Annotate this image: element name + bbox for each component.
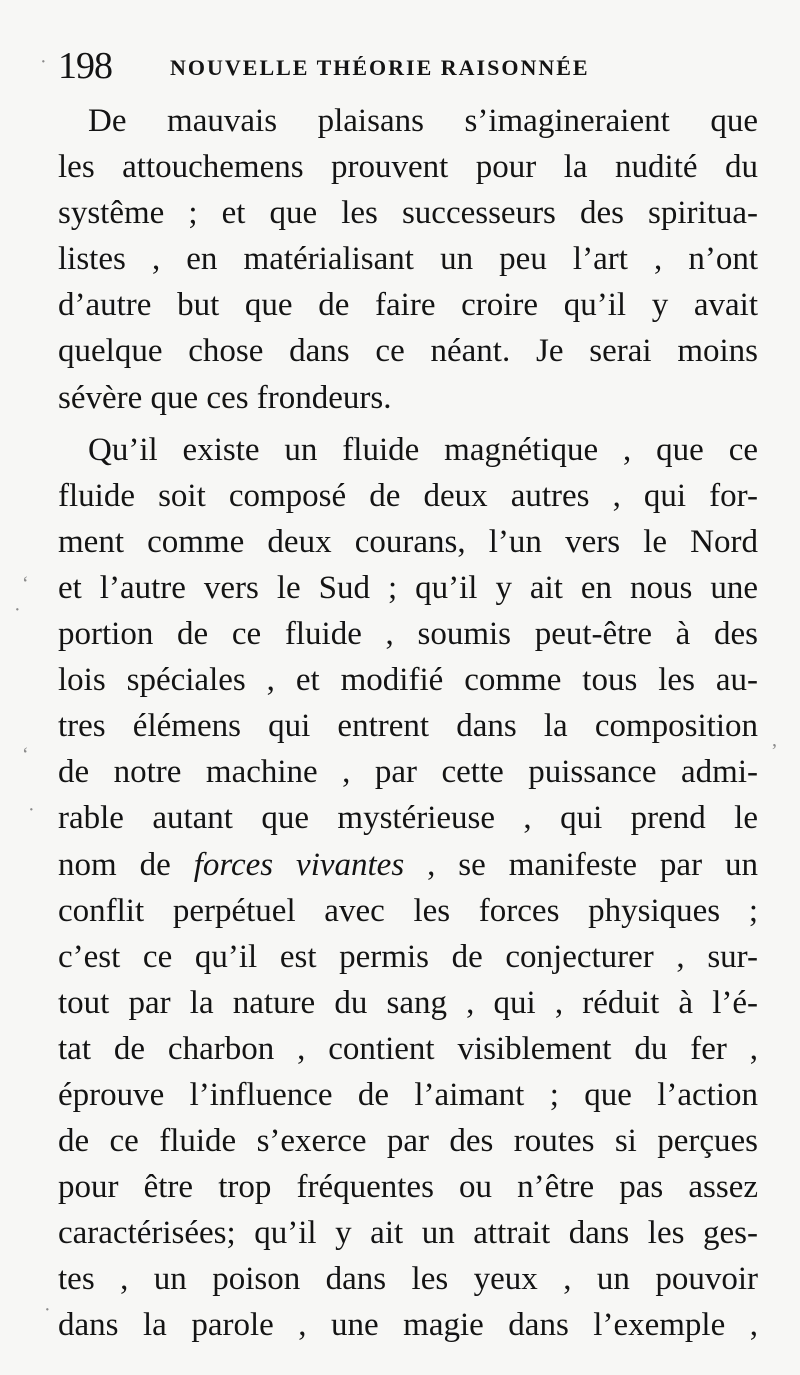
text-line: De mauvais plaisans s’imagineraient que bbox=[88, 103, 758, 139]
text-line: rable autant que mystérieuse , qui prend le bbox=[58, 800, 758, 837]
text-line: tres élémens qui entrent dans la composition bbox=[58, 708, 758, 745]
text-line: et l’autre vers le Sud ; qu’il y ait en nous une bbox=[58, 569, 758, 606]
page-header bbox=[58, 44, 758, 88]
text-segment: nom de bbox=[58, 846, 171, 883]
text-line: dans la parole , une magie dans l’exemple , bbox=[58, 1307, 758, 1344]
text-line: éprouve l’influence de l’aimant ; que l’action bbox=[58, 1076, 758, 1113]
text-line: de notre machine , par cette puissance admi- bbox=[58, 754, 758, 791]
text-line: tout par la nature du sang , qui , réduit à l’é- bbox=[58, 984, 758, 1021]
text-line: d’autre but que de faire croire qu’il y avait bbox=[58, 287, 758, 324]
text-line: tat de charbon , contient visiblement du fer , bbox=[58, 1030, 758, 1067]
italic-phrase: forces vivantes bbox=[193, 846, 405, 883]
margin-speck: , bbox=[772, 729, 777, 751]
margin-speck: · bbox=[14, 599, 21, 621]
text-line: ment comme deux courans, l’un vers le Nord bbox=[58, 523, 758, 560]
text-line: pour être trop fréquentes ou n’être pas assez bbox=[58, 1169, 758, 1206]
text-line: quelque chose dans ce néant. Je serai moins bbox=[58, 333, 758, 370]
running-head: NOUVELLE THÉORIE RAISONNÉE bbox=[170, 55, 590, 80]
text-line: listes , en matérialisant un peu l’art , n’ont bbox=[58, 241, 758, 278]
text-line: de ce fluide s’exerce par des routes si perçues bbox=[58, 1123, 758, 1160]
margin-speck: ‘ bbox=[22, 573, 29, 595]
text-segment: , se manifeste par un bbox=[427, 846, 758, 883]
text-line: tes , un poison dans les yeux , un pouvoir bbox=[58, 1261, 758, 1298]
text-line: fluide soit composé de deux autres , qui for- bbox=[58, 477, 758, 514]
paragraph-2 bbox=[58, 427, 758, 1349]
paragraph-1 bbox=[58, 98, 758, 421]
text-line: caractérisées; qu’il y ait un attrait dans les ges- bbox=[58, 1215, 758, 1252]
page-number: 198 bbox=[58, 45, 112, 87]
text-line: lois spéciales , et modifié comme tous les au- bbox=[58, 662, 758, 699]
text-line: Qu’il existe un fluide magnétique , que ce bbox=[88, 431, 758, 468]
text-line-last: sévère que ces frondeurs. bbox=[58, 379, 392, 416]
margin-speck: ‘ bbox=[22, 744, 29, 766]
body-text bbox=[58, 98, 758, 1349]
text-line-with-italic bbox=[58, 842, 758, 888]
text-line: portion de ce fluide , soumis peut-être à des bbox=[58, 616, 758, 653]
text-line: les attouchemens prouvent pour la nudité du bbox=[58, 149, 758, 186]
text-line: systême ; et que les successeurs des spiritua- bbox=[58, 195, 758, 232]
text-line: conflit perpétuel avec les forces physiques ; bbox=[58, 892, 758, 929]
margin-speck: · bbox=[44, 1299, 51, 1321]
margin-speck: · bbox=[28, 799, 35, 821]
margin-speck: · bbox=[40, 51, 47, 73]
text-line: c’est ce qu’il est permis de conjecturer , sur- bbox=[58, 938, 758, 975]
